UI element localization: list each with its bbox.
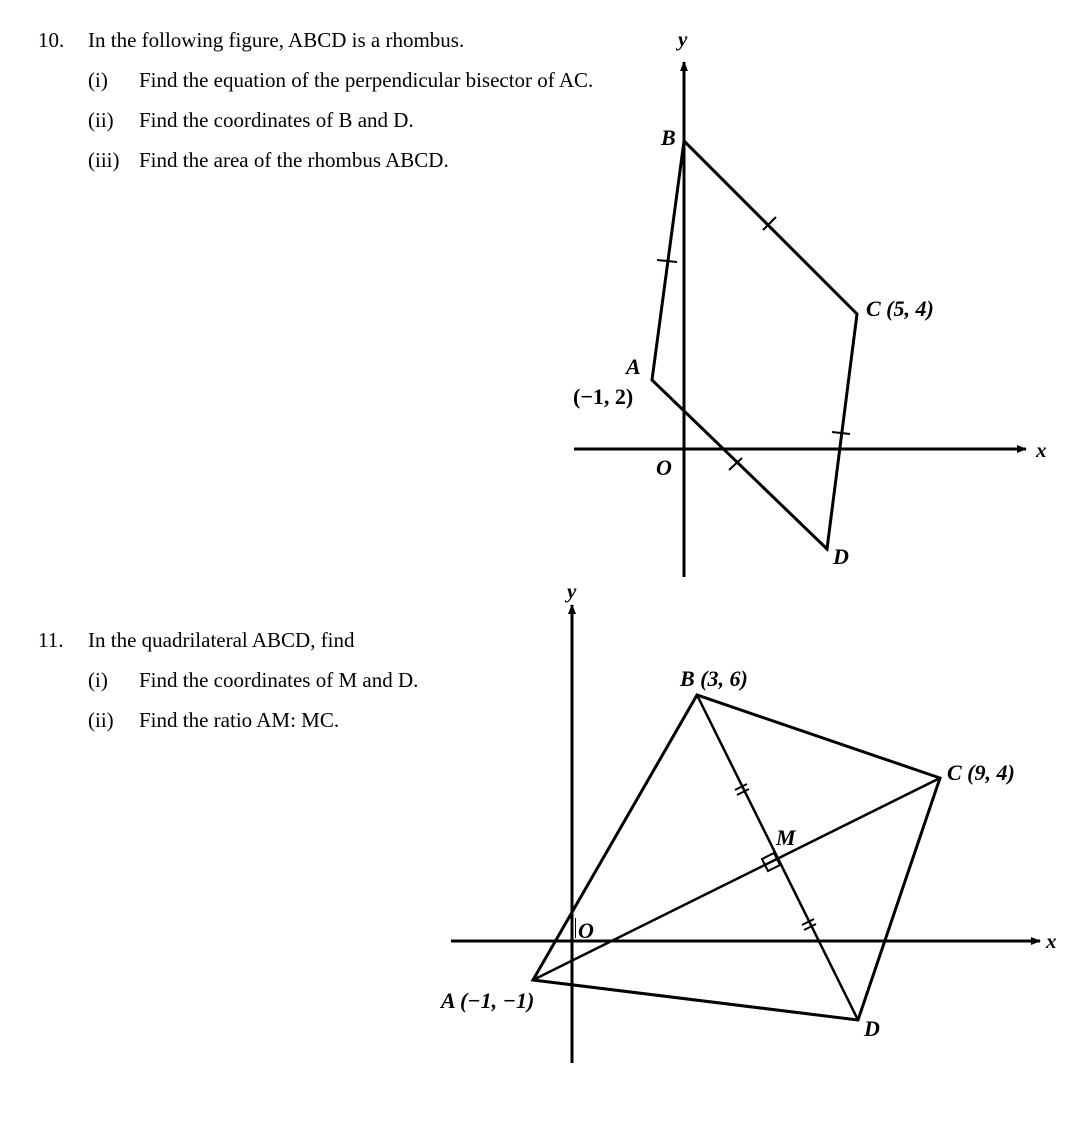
q11-part-ii-text: Find the ratio AM: MC. [139, 708, 340, 732]
q10-point-b-label: B [661, 125, 676, 150]
q10-part-ii-text: Find the coordinates of B and D. [139, 108, 414, 132]
q10-part-iii-label: (iii) [88, 148, 120, 172]
q11-diagonal-bd [697, 695, 858, 1020]
q11-point-m-label: M [776, 825, 796, 850]
q10-point-a-coords: (−1, 2) [573, 384, 634, 409]
q10-figure [574, 62, 1026, 577]
q11-origin-label: O [578, 918, 594, 943]
q10-origin-label: O [656, 455, 672, 480]
q11-axis-x-label: x [1046, 929, 1057, 953]
q10-part-i-text: Find the equation of the perpendicular bisector of AC. [139, 68, 594, 92]
q10-part-i-label: (i) [88, 68, 108, 92]
q10-part-iii-text: Find the area of the rhombus ABCD. [139, 148, 449, 172]
q10-part-ii-label: (ii) [88, 108, 114, 132]
q10-number: 10. [38, 28, 65, 52]
q11-quadrilateral [533, 695, 940, 1020]
q11-point-c-label: C (9, 4) [947, 760, 1015, 785]
q10-axis-y-label: y [678, 27, 688, 51]
q11-point-d-label: D [864, 1016, 880, 1041]
q10-tick-cd [832, 432, 850, 434]
q11-part-i-label: (i) [88, 668, 108, 692]
q11-point-b-label: B (3, 6) [680, 666, 748, 691]
q11-axis-y-label: y [567, 579, 577, 603]
q11-origin-box [575, 918, 576, 938]
q10-tick-ab [657, 260, 677, 262]
q10-point-a-label: A [626, 354, 641, 379]
q11-diagonal-ac [533, 778, 940, 980]
q11-part-i-text: Find the coordinates of M and D. [139, 668, 419, 692]
q10-stem: In the following figure, ABCD is a rhombus. [88, 28, 465, 52]
q10-point-d-label: D [833, 544, 849, 569]
q10-point-c-label: C (5, 4) [866, 296, 934, 321]
q11-number: 11. [38, 628, 64, 652]
q11-part-ii-label: (ii) [88, 708, 114, 732]
q11-point-a-label: A (−1, −1) [441, 988, 535, 1013]
q10-axis-x-label: x [1036, 438, 1047, 462]
q11-stem: In the quadrilateral ABCD, find [88, 628, 355, 652]
